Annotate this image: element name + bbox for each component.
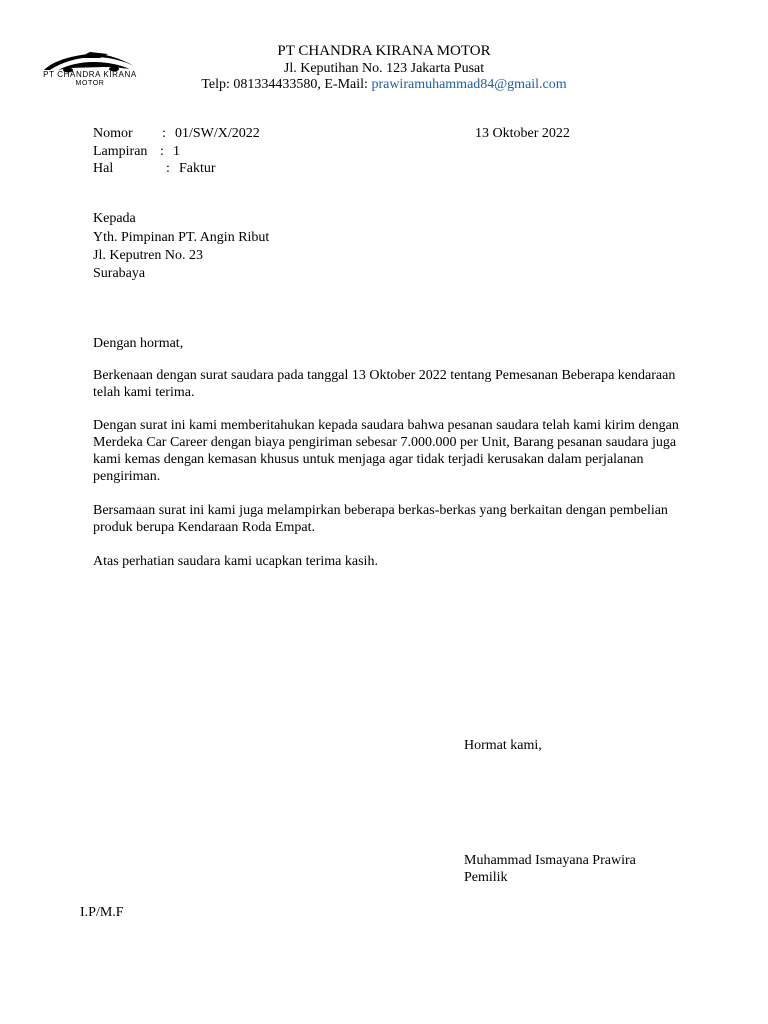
email-link[interactable]: prawiramuhammad84@gmail.com — [371, 77, 567, 92]
paragraph-2: Dengan surat ini kami memberitahukan kepada saudara bahwa pesanan saudara telah kami kirim dengan Merdeka Car Career dengan biaya pengiriman sebesar 7.000.000 per Unit, Barang pesanan saudara juga kami kemas dengan kemasan khusus untuk menjaga agar tidak terjadi kerusakan dalam perjalanan pengiriman. — [93, 418, 679, 484]
recipient-line3: Jl. Keputren No. 23 — [93, 248, 204, 263]
paragraph-1: Berkenaan dengan surat saudara pada tanggal 13 Oktober 2022 tentang Pemesanan Beberapa kendaraan telah kami terima. — [93, 368, 676, 400]
company-contact — [0, 77, 768, 93]
nomor-label: Nomor — [93, 126, 133, 141]
footer-initials: I.P/M.F — [80, 905, 124, 920]
salutation: Dengan hormat, — [93, 336, 184, 351]
nomor-value: 01/SW/X/2022 — [175, 126, 260, 141]
closing-regards: Hormat kami, — [464, 738, 542, 753]
hal-value: Faktur — [179, 161, 216, 176]
recipient-line2: Yth. Pimpinan PT. Angin Ribut — [93, 230, 270, 245]
signer-title: Pemilik — [464, 870, 508, 885]
recipient-line1: Kepada — [93, 211, 136, 226]
signer-name: Muhammad Ismayana Prawira — [464, 853, 636, 868]
letter-date: 13 Oktober 2022 — [475, 126, 570, 141]
logo-text-line2: MOTOR — [75, 80, 105, 87]
hal-separator: : — [166, 161, 170, 176]
recipient-line4: Surabaya — [93, 266, 146, 281]
lampiran-separator: : — [160, 144, 164, 159]
contact-prefix: Telp: 081334433580, E-Mail: — [201, 77, 372, 92]
paragraph-3: Bersamaan surat ini kami juga melampirkan beberapa berkas-berkas yang berkaitan dengan pembelian produk berupa Kendaraan Roda Empat. — [93, 503, 668, 535]
lampiran-value: 1 — [173, 144, 180, 159]
company-name: PT CHANDRA KIRANA MOTOR — [277, 43, 491, 59]
paragraph-4: Atas perhatian saudara kami ucapkan terima kasih. — [93, 554, 378, 569]
nomor-separator: : — [162, 126, 166, 141]
logo-text-line1: PT CHANDRA KIRANA — [43, 70, 137, 79]
company-address: Jl. Keputihan No. 123 Jakarta Pusat — [283, 61, 485, 76]
hal-label: Hal — [93, 161, 114, 176]
lampiran-label: Lampiran — [93, 144, 148, 159]
